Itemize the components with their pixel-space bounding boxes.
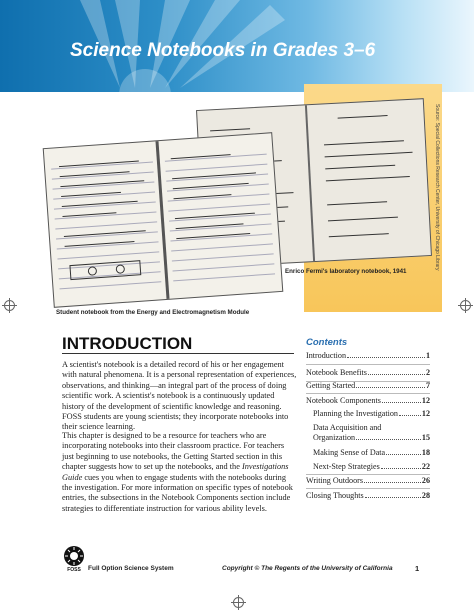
toc-label: Writing Outdoors (306, 476, 363, 485)
toc-label: Getting Started (306, 381, 356, 390)
toc-page: 18 (421, 448, 430, 457)
section-heading: INTRODUCTION (62, 334, 193, 353)
toc-item-data-acquisition[interactable] (313, 423, 430, 443)
registration-mark-icon (460, 300, 471, 311)
toc-page: 28 (421, 491, 430, 500)
divider (62, 353, 294, 354)
toc-page: 12 (421, 396, 430, 405)
toc-item-making-sense-of-data[interactable] (313, 448, 430, 457)
foss-logo-text: FOSS (67, 567, 81, 573)
intro-paragraph-2-text-end: cues you when to engage students with the notebooks during the investigation. For more information on specific types of notebook entries, the subsections in the Notebook Components section include strategies to differentiate instruction for various ability levels. (62, 472, 293, 513)
registration-mark-icon (233, 597, 244, 608)
toc-page: 2 (425, 368, 430, 377)
contents-heading: Contents (306, 337, 348, 348)
toc-label: Data Acquisition and (313, 423, 382, 432)
footer-system-name: Full Option Science System (88, 565, 174, 572)
page-title: Science Notebooks in Grades 3–6 (70, 40, 376, 61)
footer-copyright: Copyright © The Regents of the University of California (222, 565, 393, 572)
sun-burst-icon (64, 546, 84, 566)
toc-label: Introduction (306, 351, 347, 360)
student-notebook-image (43, 132, 284, 308)
toc-item-next-step-strategies[interactable] (313, 462, 430, 471)
toc-item-notebook-benefits[interactable] (306, 368, 430, 377)
toc-item-writing-outdoors[interactable] (306, 476, 430, 485)
toc-label: Making Sense of Data (313, 448, 386, 457)
fermi-source-credit: Source: Special Collections Research Center, University of Chicago Library (434, 104, 440, 271)
toc-item-notebook-components[interactable] (306, 396, 430, 405)
toc-label: Closing Thoughts (306, 491, 364, 500)
toc-item-getting-started[interactable] (306, 381, 430, 390)
toc-page: 1 (425, 351, 430, 360)
toc-item-planning-the-investigation[interactable] (313, 409, 430, 418)
toc-label: Next-Step Strategies (313, 462, 380, 471)
registration-mark-icon (4, 300, 15, 311)
page-number: 1 (415, 564, 420, 573)
investigations-guide-title: Investigations Guide (62, 462, 289, 482)
toc-page: 22 (421, 462, 430, 471)
toc-label: Notebook Components (306, 396, 381, 405)
foss-logo (64, 546, 84, 566)
student-caption: Student notebook from the Energy and Electromagnetism Module (56, 309, 250, 316)
toc-page: 15 (421, 433, 430, 442)
toc-page: 26 (421, 476, 430, 485)
toc-label-cont: Organization (313, 433, 356, 442)
intro-paragraph-1: A scientist's notebook is a detailed record of his or her engagement with natural phenomena. It is a personal representation of experiences, observations, and thinking—an integral part of the process of doing scientific work. A scientist's notebook is a continuously updated history of the development of scientific knowledge and reasoning. FOSS students are young scientists; they incorporate notebooks into their science learning. (62, 360, 297, 432)
intro-paragraph-2-text: This chapter is designed to be a resource for teachers who are incorporating notebooks into their classroom practice. For teachers just beginning to use notebooks, the Getting Started section in this chapter suggests how to set up the notebooks, and the (62, 431, 285, 472)
intro-paragraph-2 (62, 431, 297, 514)
toc-item-introduction[interactable] (306, 351, 430, 360)
toc-page: 12 (421, 409, 430, 418)
toc-label: Planning the Investigation (313, 409, 398, 418)
toc-item-closing-thoughts[interactable] (306, 491, 430, 500)
toc-label: Notebook Benefits (306, 368, 367, 377)
toc-page: 7 (425, 381, 430, 390)
fermi-caption: Enrico Fermi's laboratory notebook, 1941 (285, 268, 407, 275)
